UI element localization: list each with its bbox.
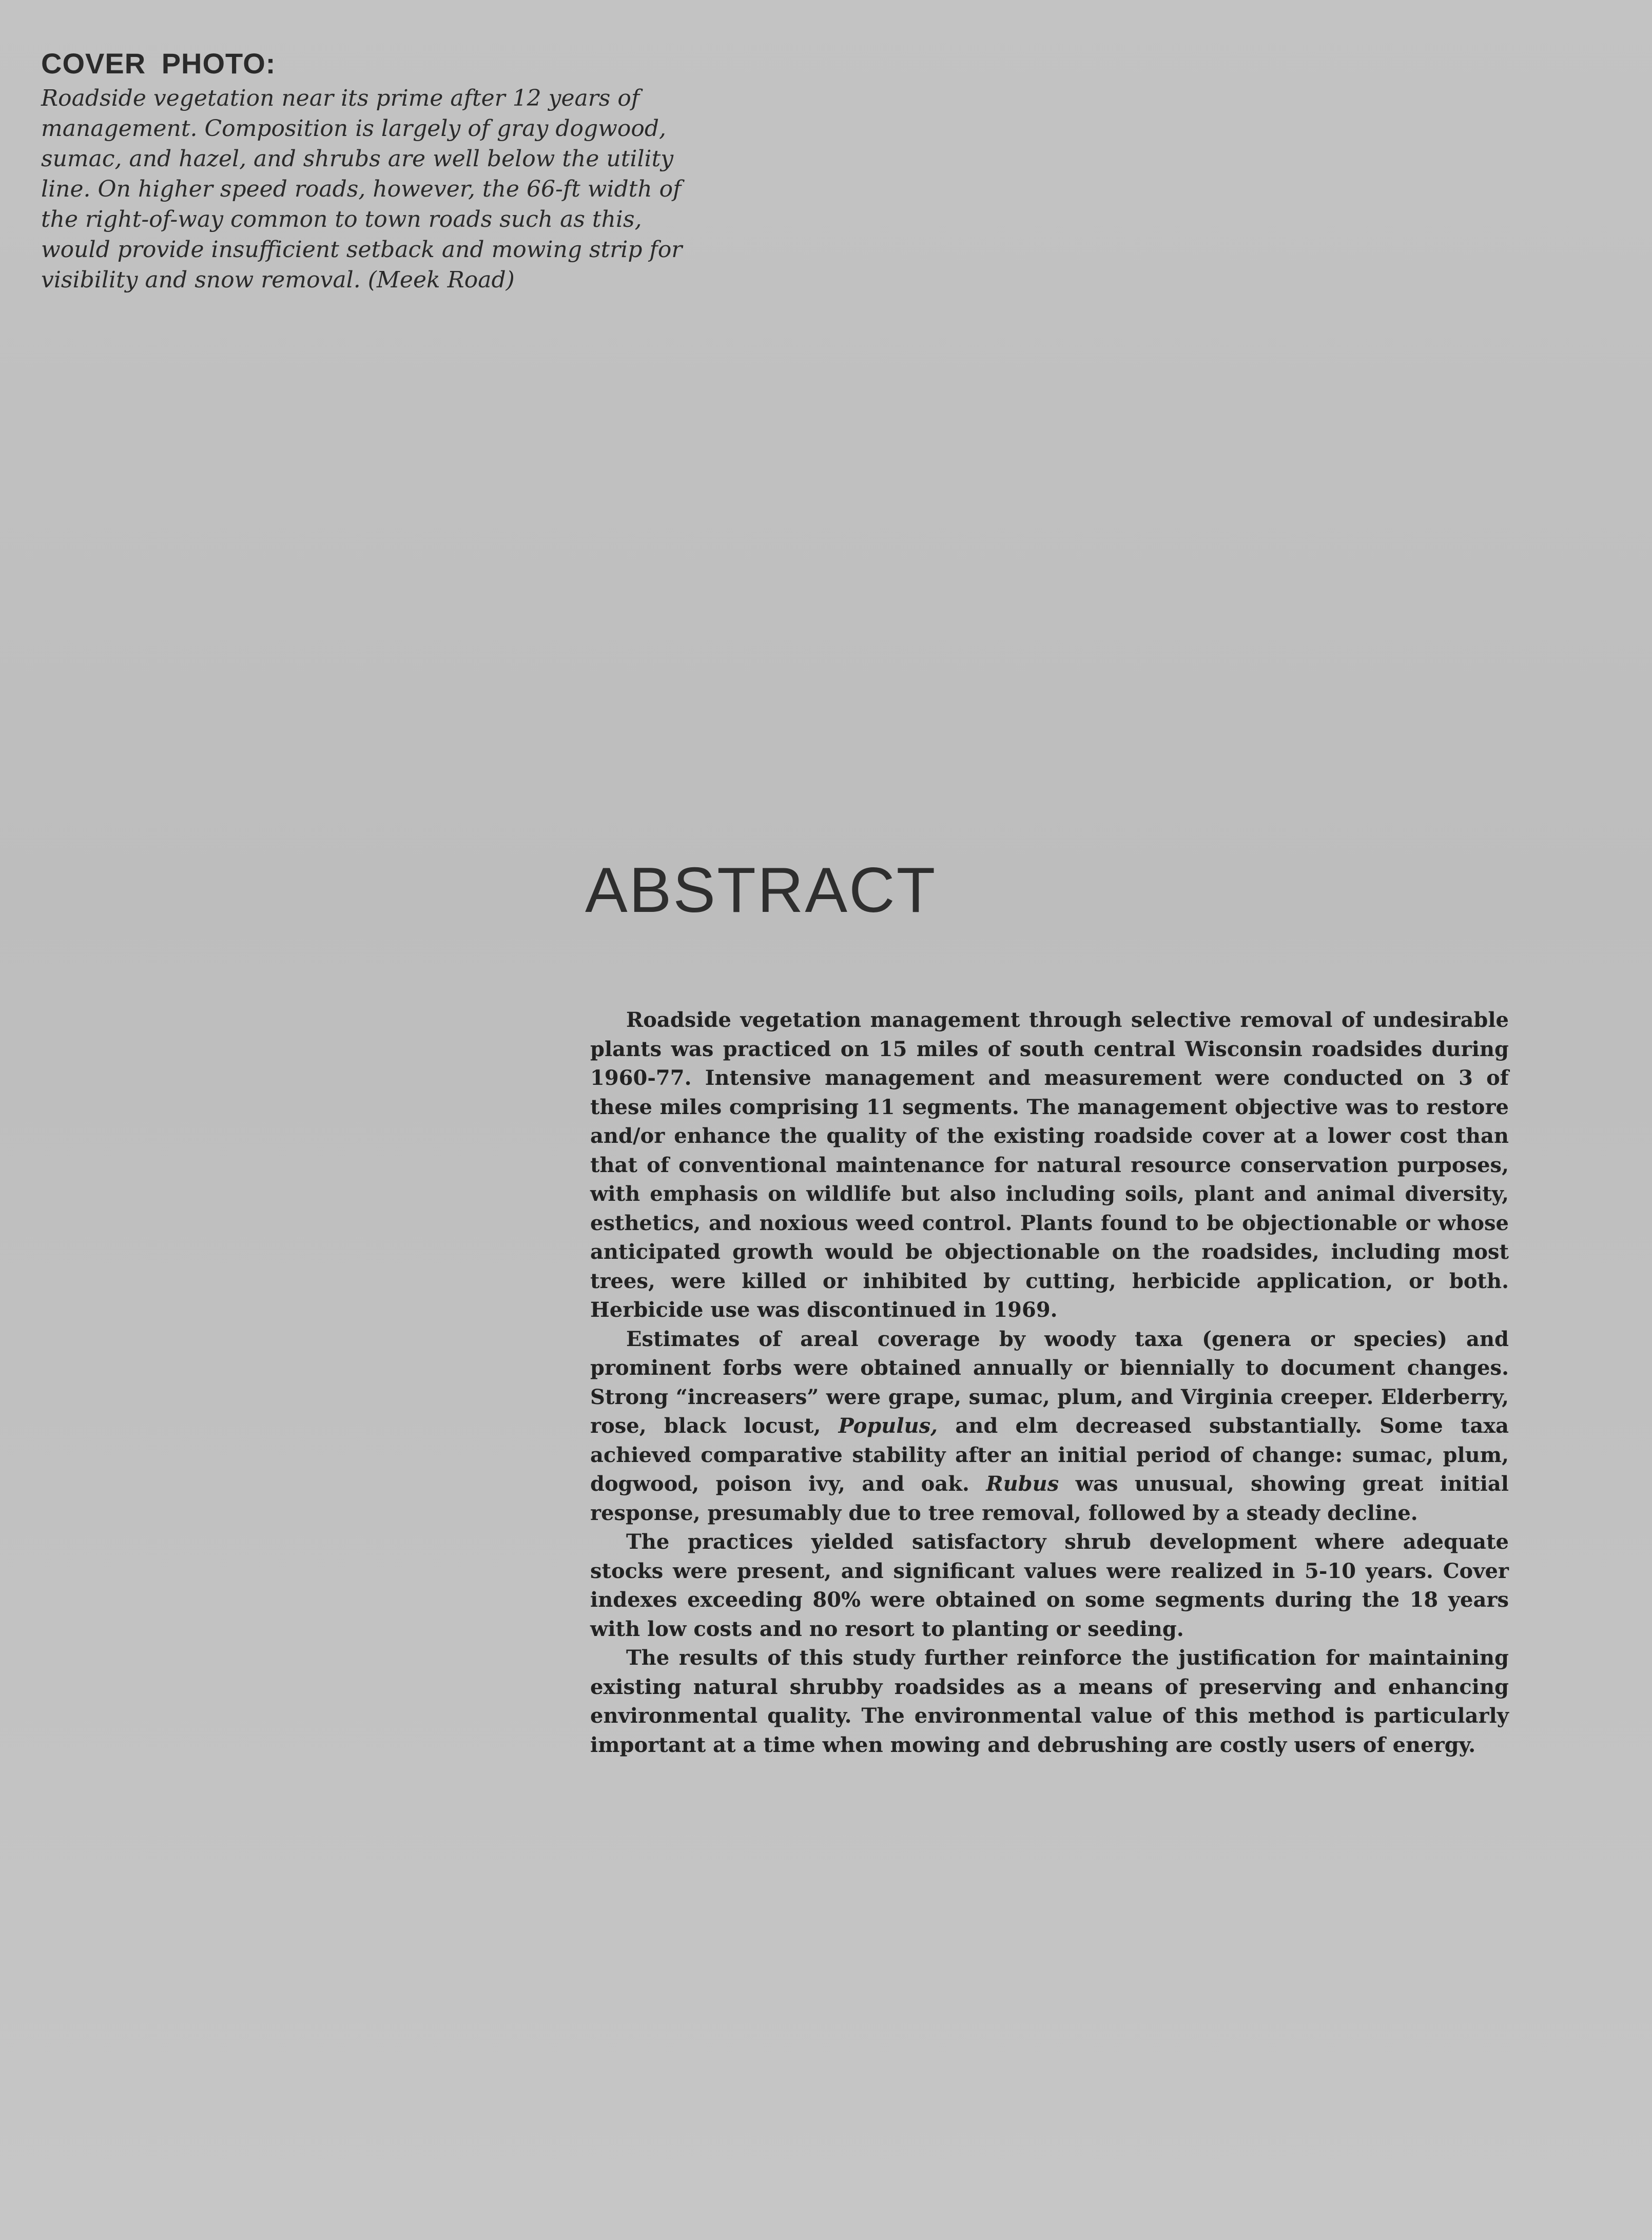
taxon-populus: Populus,	[838, 1414, 938, 1438]
abstract-paragraph-3: The practices yielded satisfactory shrub development where adequate stocks were present, and significant values were realized in 5-10 years. Cover indexes exceeding 80% were obtained on some segments during the 18 years with low costs and no resort to planting or seeding.	[590, 1530, 1509, 1641]
abstract-body	[590, 1006, 1509, 1760]
abstract-paragraph-4: The results of this study further reinforce the justification for maintaining existing natural shrubby roadsides as a means of preserving and enhancing environmental quality. The environmental value of this method is particularly important at a time when mowing and debrushing are costly users of energy.	[590, 1646, 1509, 1757]
cover-photo-caption: Roadside vegetation near its prime after 12 years of management. Composition is largely of gray dogwood, sumac, and hazel, and shrubs are well below the utility line. On higher speed roads, however, the 66-ft width of the right-of-way common to town roads such as this, would provide insufficient setback and mowing strip for visibility and snow removal. (Meek Road)	[41, 85, 683, 293]
abstract-paragraph-1: Roadside vegetation management through selective removal of undesirable plants was practiced on 15 miles of south central Wisconsin roadsides during 1960-77. Intensive management and measurement were conducted on 3 of these miles comprising 11 segments. The management objective was to restore and/or enhance the quality of the existing roadside cover at a lower cost than that of conventional maintenance for natural resource conservation purposes, with emphasis on wildlife but also including soils, plant and animal diversity, esthetics, and noxious weed control. Plants found to be objectionable or whose anticipated growth would be objectionable on the roadsides, including most trees, were killed or inhibited by cutting, herbicide application, or both. Herbicide use was discontinued in 1969.	[590, 1008, 1509, 1322]
abstract-paragraph-2-part-c: was unusual, showing great initial response, presumably due to tree removal, followed by a steady decline.	[590, 1472, 1509, 1525]
cover-photo-heading: COVER PHOTO:	[41, 47, 276, 80]
cover-photo-note	[41, 47, 693, 295]
abstract-paragraph-2-part-a: Estimates of areal coverage by woody taxa (genera or species) and prominent forbs were obtained annually or biennially to document changes. Strong “increasers” were grape, sumac, plum, and Virginia creeper. Elderberry, rose, black locust,	[590, 1327, 1509, 1438]
abstract-title: ABSTRACT	[585, 855, 937, 926]
abstract-paragraph-2	[590, 1325, 1509, 1528]
abstract-paragraph-2-part-b: and elm decreased substantially. Some taxa achieved comparative stability after an initial period of change: sumac, plum, dogwood, poison ivy, and oak.	[590, 1414, 1509, 1496]
taxon-rubus: Rubus	[986, 1472, 1059, 1496]
